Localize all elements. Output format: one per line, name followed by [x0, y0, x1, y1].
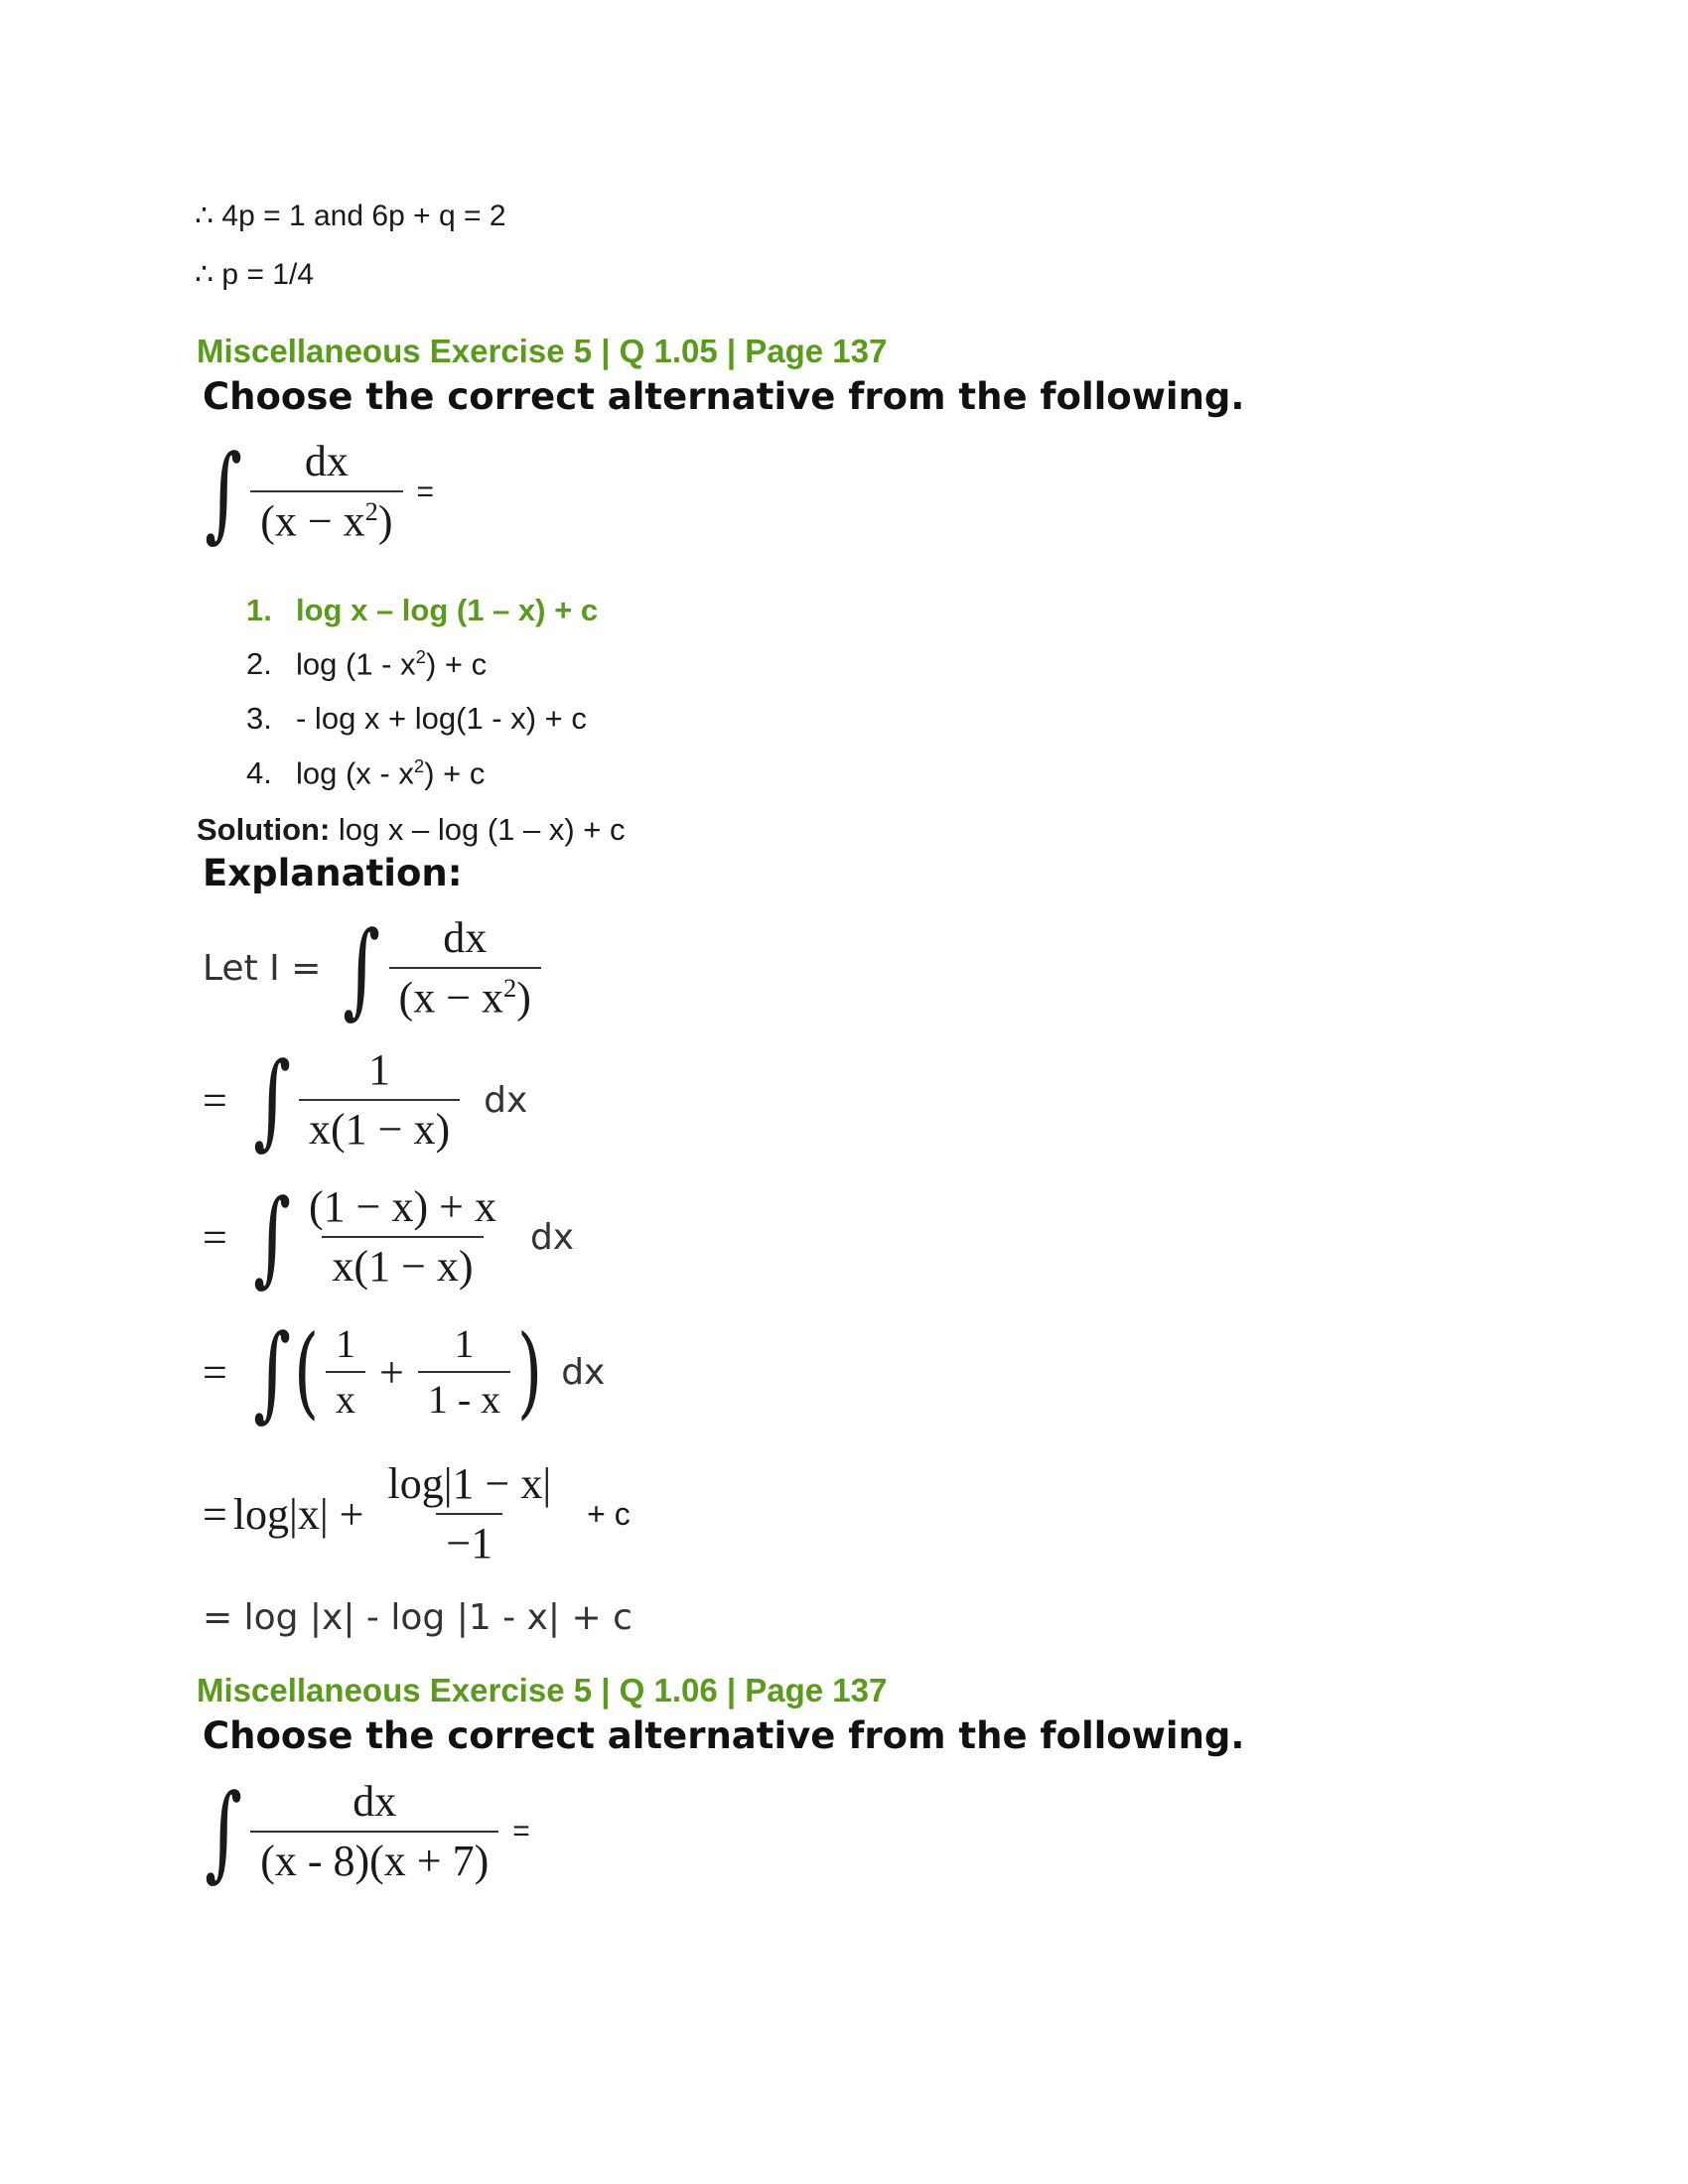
- plus-sign: +: [379, 1347, 404, 1397]
- denominator: [389, 967, 541, 1022]
- fraction: [250, 439, 402, 545]
- question-prompt: Choose the correct alternative from the following.: [203, 1714, 1245, 1757]
- exponent: 2: [364, 496, 378, 527]
- step-2: [203, 1039, 528, 1161]
- numerator: 1: [454, 1321, 475, 1366]
- text-line: ∴ p = 1/4: [195, 258, 314, 291]
- denominator: −1: [436, 1513, 502, 1567]
- dx-text: dx: [484, 1079, 528, 1121]
- dx-text: dx: [561, 1351, 606, 1393]
- fraction: [299, 1184, 506, 1290]
- option-text: log (x - x: [296, 755, 414, 791]
- option-number: 4.: [246, 755, 272, 791]
- right-paren: ): [517, 1313, 543, 1430]
- exponent: 2: [413, 755, 425, 776]
- fraction: [250, 1779, 498, 1884]
- option[interactable]: [246, 755, 485, 791]
- option-text: log x – log (1 – x) + c: [296, 593, 599, 627]
- denominator-base: (x − x: [260, 496, 365, 546]
- denominator: (x - 8)(x + 7): [250, 1831, 498, 1884]
- step-5: [203, 1461, 631, 1567]
- step-4: [203, 1311, 606, 1433]
- option-number: 3.: [246, 701, 272, 736]
- expression: log|x| +: [232, 1489, 364, 1539]
- equals-sign: =: [416, 475, 435, 508]
- fraction: [377, 1461, 561, 1567]
- numerator: dx: [443, 913, 488, 962]
- integral-symbol: ∫: [205, 1771, 243, 1893]
- fraction: [326, 1323, 365, 1421]
- option[interactable]: [246, 646, 487, 682]
- denominator-base: (x − x: [398, 973, 504, 1023]
- fraction: [389, 915, 541, 1022]
- numerator: dx: [304, 437, 349, 485]
- numerator: 1: [336, 1321, 356, 1366]
- equals-sign: =: [512, 1815, 530, 1848]
- option-text: ) + c: [425, 646, 488, 682]
- numerator: log|1 − x|: [387, 1459, 552, 1508]
- exponent: 2: [503, 973, 517, 1004]
- equals-sign: =: [203, 1347, 227, 1397]
- question-heading: Miscellaneous Exercise 5 | Q 1.05 | Page 137: [197, 333, 888, 369]
- option-number: 2.: [246, 646, 272, 682]
- integral-expression: [197, 1771, 530, 1893]
- solution-label: Solution:: [197, 812, 331, 847]
- let-text: Let I =: [203, 948, 322, 990]
- numerator: 1: [368, 1045, 391, 1094]
- constant-term: + c: [587, 1495, 631, 1532]
- step-let: [203, 907, 547, 1029]
- numerator: (1 − x) + x: [309, 1182, 496, 1231]
- numerator: dx: [352, 1777, 397, 1826]
- integral-symbol: ∫: [205, 431, 243, 553]
- step-6: = log |x| - log |1 - x| + c: [203, 1597, 633, 1638]
- left-paren: (: [293, 1313, 320, 1430]
- text-line: ∴ 4p = 1 and 6p + q = 2: [195, 200, 506, 232]
- denominator: x: [326, 1371, 365, 1421]
- solution-line: [197, 812, 626, 848]
- integral-symbol: ∫: [252, 1311, 291, 1433]
- denominator: [250, 490, 402, 545]
- option[interactable]: [246, 701, 587, 737]
- question-prompt: Choose the correct alternative from the following.: [203, 375, 1245, 418]
- integral-symbol: ∫: [252, 1039, 291, 1161]
- denominator: x(1 − x): [322, 1236, 483, 1290]
- option-correct[interactable]: [246, 593, 598, 628]
- denominator: 1 - x: [418, 1371, 510, 1421]
- integral-expression: [197, 431, 435, 553]
- option-text: ) + c: [424, 755, 486, 791]
- question-heading: Miscellaneous Exercise 5 | Q 1.06 | Page 137: [197, 1672, 888, 1708]
- denominator-end: ): [377, 496, 393, 546]
- equals-sign: =: [203, 1489, 227, 1539]
- equals-sign: =: [203, 1212, 227, 1262]
- solution-text: log x – log (1 – x) + c: [330, 812, 626, 847]
- option-text: - log x + log(1 - x) + c: [296, 701, 587, 736]
- option-number: 1.: [246, 593, 272, 627]
- explanation-label: Explanation:: [203, 852, 463, 894]
- integral-symbol: ∫: [343, 907, 381, 1029]
- dx-text: dx: [529, 1216, 575, 1258]
- exponent: 2: [415, 646, 426, 667]
- fraction: [418, 1323, 510, 1421]
- step-3: [203, 1176, 575, 1298]
- fraction: [299, 1047, 460, 1153]
- denominator: x(1 − x): [299, 1099, 460, 1153]
- denominator-end: ): [516, 973, 531, 1023]
- option-text: log (1 - x: [296, 646, 416, 682]
- integral-symbol: ∫: [252, 1176, 291, 1298]
- equals-sign: =: [203, 1075, 227, 1125]
